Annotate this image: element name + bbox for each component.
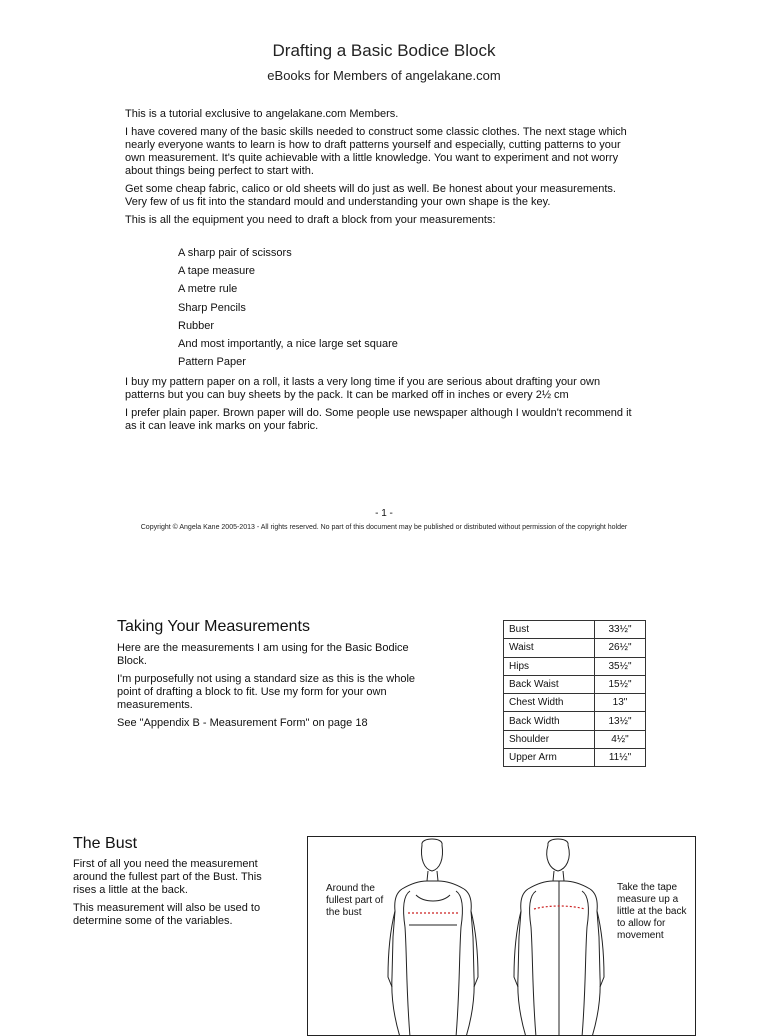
measurements-paragraph: See "Appendix B - Measurement Form" on page 18: [117, 717, 368, 729]
measurement-value: 26½": [595, 639, 646, 657]
measurement-value: 4½": [595, 730, 646, 748]
measurement-value: 15½": [595, 675, 646, 693]
document-subtitle: eBooks for Members of angelakane.com: [267, 68, 501, 83]
bust-paragraph: First of all you need the measurement around the fullest part of the Bust. This rises a little at the back.: [73, 858, 262, 896]
measurement-name: Chest Width: [504, 694, 595, 712]
measurement-name: Bust: [504, 621, 595, 639]
document-title: Drafting a Basic Bodice Block: [272, 41, 496, 60]
front-figure: [388, 839, 478, 1036]
measurements-heading: Taking Your Measurements: [117, 618, 310, 635]
measurement-name: Upper Arm: [504, 749, 595, 767]
list-item: A sharp pair of scissors: [178, 247, 292, 259]
measurement-name: Back Width: [504, 712, 595, 730]
measurement-value: 35½": [595, 657, 646, 675]
measurement-name: Shoulder: [504, 730, 595, 748]
bust-heading: The Bust: [73, 835, 138, 852]
list-item: A metre rule: [178, 283, 238, 296]
notes-paragraph: I buy my pattern paper on a roll, it lasts a very long time if you are serious about drafting your own patterns but you can buy sheets by the pack. It can be marked off in inches or every 2½ cm: [125, 376, 601, 401]
measurement-value: 33½": [595, 621, 646, 639]
list-item: Pattern Paper: [178, 356, 246, 369]
figure-label-back: Take the tape measure up a little at the back to allow for movement: [617, 882, 687, 941]
intro-paragraph: Get some cheap fabric, calico or old sheets will do just as well. Be honest about your measurements. Very few of us fit into the standard mould and understanding your own shape is the key.: [125, 183, 616, 208]
measurements-paragraph: I'm purposefully not using a standard size as this is the whole point of drafting a block to fit. Use my form for your own measurements.: [117, 673, 416, 711]
copyright-notice: Copyright © Angela Kane 2005-2013 - All rights reserved. No part of this document may be published or distributed without permission of the copyright holder: [140, 524, 628, 531]
measurement-name: Back Waist: [504, 675, 595, 693]
intro-paragraph: I have covered many of the basic skills needed to construct some classic clothes. The next stage which nearly everyone wants to learn is how to draft patterns yourself and especially, cutting patterns to your own measurement. It's quite achievable with a little knowledge. You want to experiment and not worry about things being perfect to start with.: [125, 126, 627, 177]
measurement-value: 13½": [595, 712, 646, 730]
equipment-list: [178, 247, 398, 374]
paper-notes: [125, 376, 637, 438]
table-row: [504, 675, 646, 693]
table-row: [504, 694, 646, 712]
bust-text: [73, 858, 288, 933]
table-row: [504, 730, 646, 748]
back-figure: [514, 839, 604, 1036]
list-item: Rubber: [178, 319, 215, 332]
table-row: [504, 639, 646, 657]
list-item: Sharp Pencils: [178, 301, 246, 314]
bust-paragraph: This measurement will also be used to determine some of the variables.: [73, 902, 261, 927]
intro-paragraph: This is a tutorial exclusive to angelakane.com Members.: [125, 108, 399, 120]
measurement-name: Hips: [504, 657, 595, 675]
table-row: [504, 621, 646, 639]
figure-label-front: Around the fullest part of the bust: [326, 883, 384, 918]
page-number: - 1 -: [375, 508, 393, 519]
intro-block: [125, 108, 637, 232]
measurements-paragraph: Here are the measurements I am using for the Basic Bodice Block.: [117, 642, 409, 667]
bust-figure: [307, 836, 696, 1036]
measurement-value: 13": [595, 694, 646, 712]
notes-paragraph: I prefer plain paper. Brown paper will do. Some people use newspaper although I wouldn't recommend it as it can leave ink marks on your fabric.: [125, 407, 632, 432]
measurement-value: 11½": [595, 749, 646, 767]
measurements-text: [117, 642, 417, 735]
table-row: [504, 749, 646, 767]
measurement-name: Waist: [504, 639, 595, 657]
measurements-table: [503, 620, 646, 767]
table-row: [504, 657, 646, 675]
list-item: And most importantly, a nice large set square: [178, 337, 398, 350]
table-row: [504, 712, 646, 730]
intro-paragraph: This is all the equipment you need to draft a block from your measurements:: [125, 214, 496, 226]
bodice-illustration: [308, 837, 696, 1036]
list-item: A tape measure: [178, 265, 256, 278]
